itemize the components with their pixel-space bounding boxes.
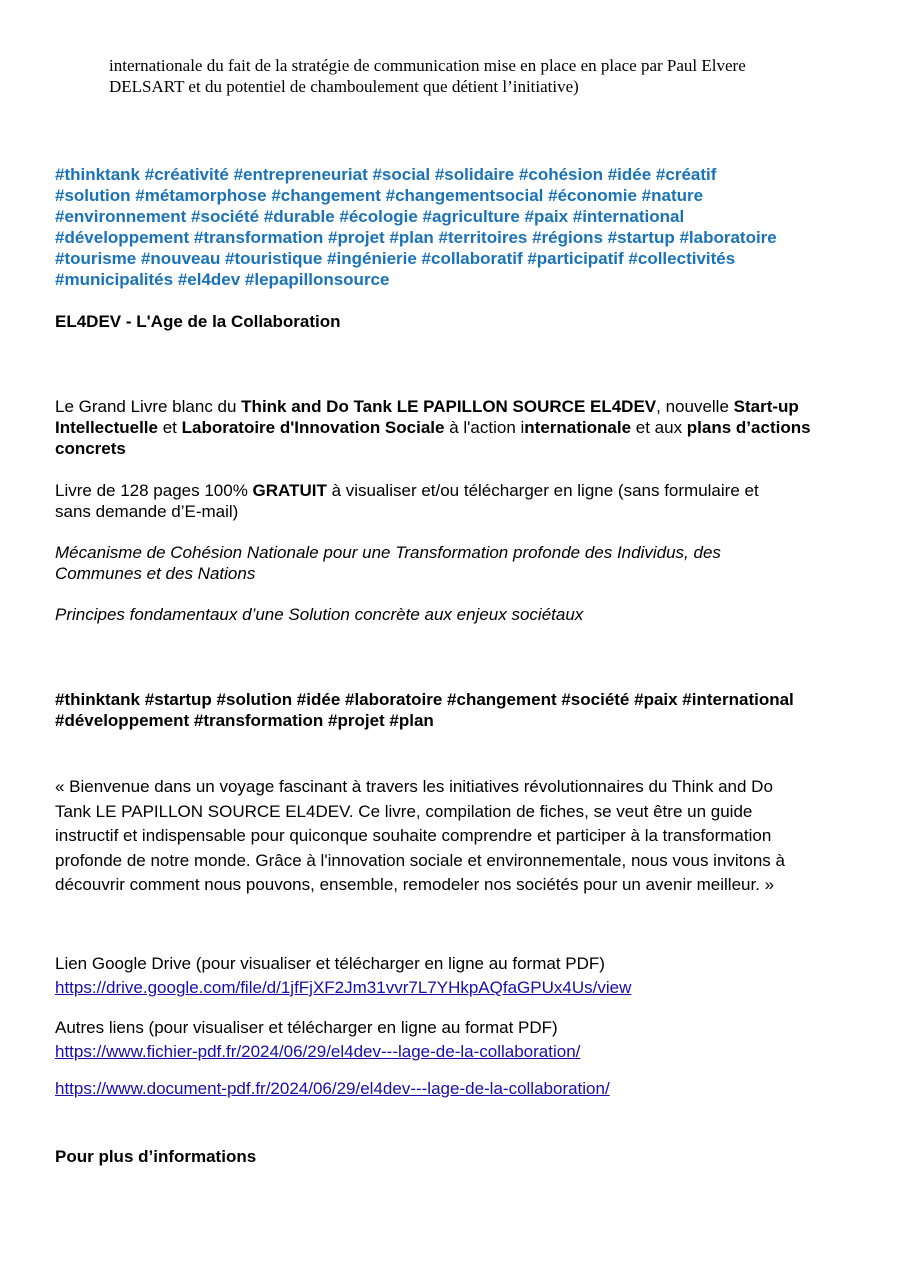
description-bold: plans d’actions concrets (55, 418, 811, 458)
description-bold: Start-up Intellectuelle (55, 397, 799, 437)
hashtag-line: #municipalités #el4dev #lepapillonsource (55, 270, 390, 289)
quote-line: « Bienvenue dans un voyage fascinant à travers les initiatives révolutionnaires du Think and Do (55, 777, 773, 796)
intro-line: internationale du fait de la stratégie de communication mise en place en place par Paul Elvere (109, 56, 746, 75)
subtitle-line: Mécanisme de Cohésion Nationale pour une Transformation profonde des Individus, des (55, 543, 721, 562)
drive-link[interactable]: https://drive.google.com/file/d/1jfFjXF2Jm31vvr7L7YHkpAQfaGPUx4Us/view (55, 978, 632, 997)
description-text: et (157, 418, 182, 437)
quote-line: profonde de notre monde. Grâce à l'innovation sociale et environnementale, nous vous invitons à (55, 850, 785, 870)
page-title: EL4DEV - L'Age de la Collaboration (55, 312, 341, 331)
quote-line: Tank LE PAPILLON SOURCE EL4DEV. Ce livre, compilation de fiches, se veut être un guide (55, 801, 753, 821)
free-book-text: Livre de 128 pages 100% (55, 481, 253, 500)
description-text: et aux (631, 418, 687, 437)
description-bold: Think and Do Tank LE PAPILLON SOURCE EL4DEV (241, 397, 657, 416)
hashtags-secondary (55, 689, 865, 731)
free-book-paragraph (55, 480, 855, 522)
quote-line: découvrir comment nous pouvons, ensemble, remodeler nos sociétés pour un avenir meilleur. » (55, 875, 775, 894)
drive-label: Lien Google Drive (pour visualiser et télécharger en ligne au format PDF) (55, 954, 605, 973)
intro-paragraph (109, 55, 849, 97)
description-text: Le Grand Livre blanc du (55, 397, 242, 416)
fichier-pdf-link[interactable]: https://www.fichier-pdf.fr/2024/06/29/el4dev---lage-de-la-collaboration/ (55, 1042, 581, 1061)
welcome-quote (55, 775, 865, 898)
subtitle-line: Communes et des Nations (55, 564, 256, 583)
description-bold: nternationale (524, 418, 632, 437)
free-book-bold: GRATUIT (252, 481, 327, 500)
hashtag-line: #développement #transformation #projet #plan (55, 711, 434, 730)
hashtag-line: #développement #transformation #projet #plan #territoires #régions #startup #laboratoire (55, 228, 777, 247)
subtitle-cohesion (55, 542, 855, 584)
other-links-label: Autres liens (pour visualiser et télécharger en ligne au format PDF) (55, 1018, 558, 1037)
hashtags-main (55, 164, 855, 290)
hashtag-line: #solution #métamorphose #changement #changementsocial #économie #nature (55, 186, 704, 205)
free-book-text: à visualiser et/ou télécharger en ligne (sans formulaire et (326, 481, 759, 500)
hashtag-line: #environnement #société #durable #écologie #agriculture #paix #international (55, 207, 685, 226)
description-text: à l'action i (444, 418, 525, 437)
more-info-heading: Pour plus d’informations (55, 1147, 257, 1166)
drive-section (55, 952, 855, 1000)
document-pdf-section (55, 1078, 855, 1099)
hashtag-line: #thinktank #créativité #entrepreneuriat #social #solidaire #cohésion #idée #créatif (55, 165, 717, 184)
hashtag-line: #tourisme #nouveau #touristique #ingénierie #collaboratif #participatif #collectivités (55, 249, 736, 268)
description-text: , nouvelle (656, 397, 734, 416)
intro-line: DELSART et du potentiel de chamboulement que détient l’initiative) (109, 77, 579, 96)
other-links-section (55, 1016, 855, 1064)
description-bold: Laboratoire d'Innovation Sociale (181, 418, 445, 437)
hashtag-line: #thinktank #startup #solution #idée #laboratoire #changement #société #paix #international (55, 690, 794, 709)
description-paragraph (55, 396, 840, 459)
quote-line: instructif et indispensable pour quiconque souhaite comprendre et participer à la transformation (55, 826, 772, 845)
free-book-line: sans demande d’E-mail) (55, 502, 239, 521)
subtitle-principles: Principes fondamentaux d’une Solution concrète aux enjeux sociétaux (55, 605, 584, 624)
document-pdf-link[interactable]: https://www.document-pdf.fr/2024/06/29/el4dev---lage-de-la-collaboration/ (55, 1079, 610, 1098)
